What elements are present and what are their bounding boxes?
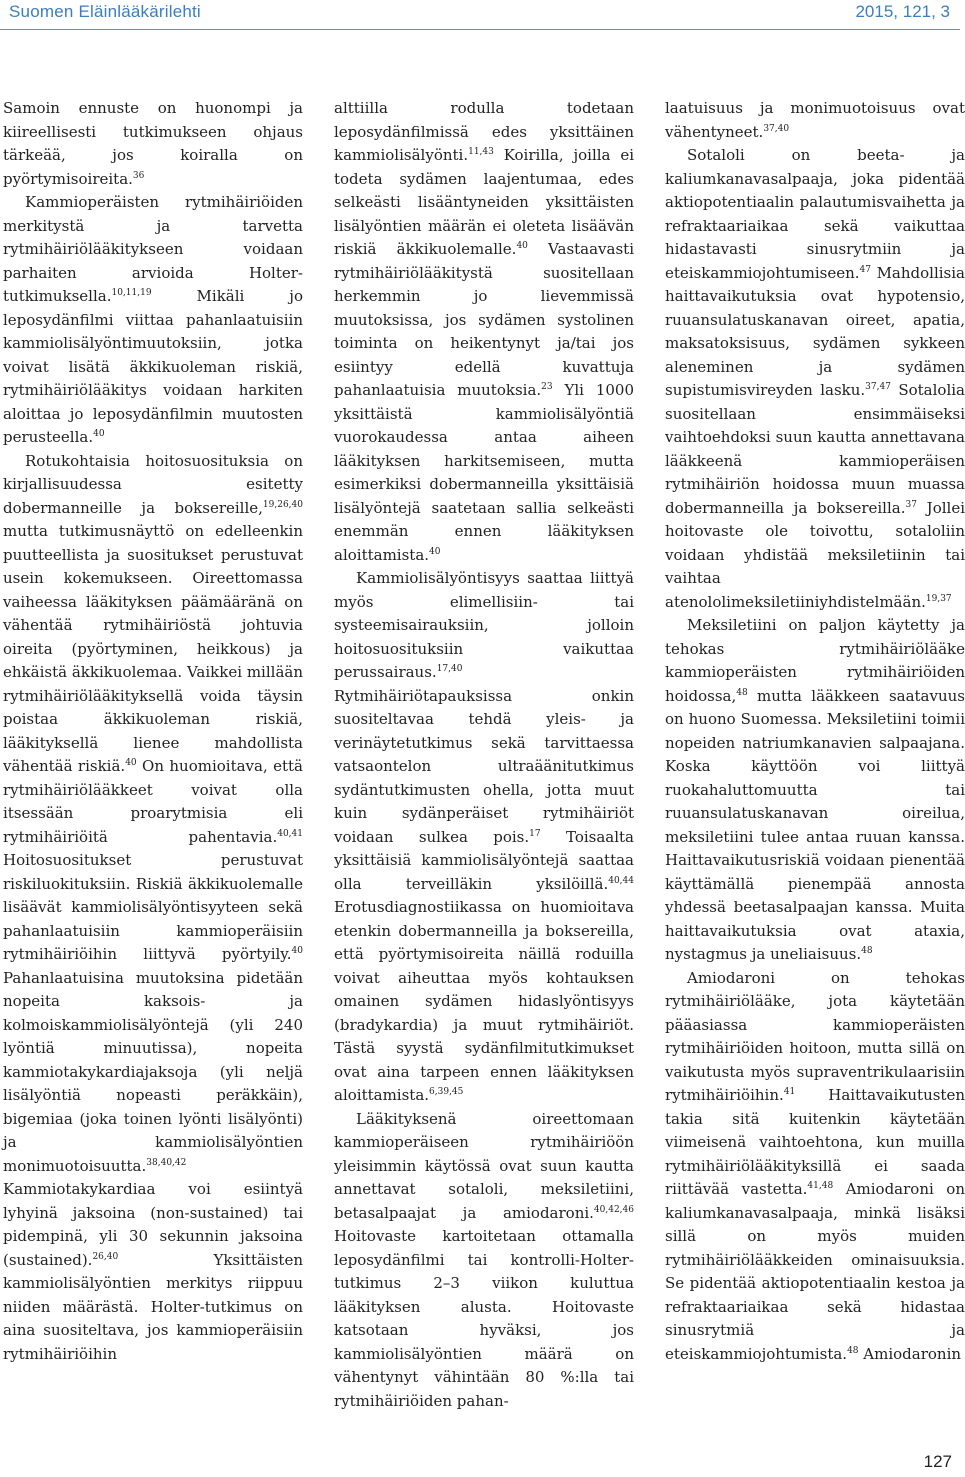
citation-ref: 10,11,19	[111, 288, 152, 298]
issue-info: 2015, 121, 3	[855, 2, 950, 21]
citation-ref: 19,37	[925, 593, 952, 604]
text-run: Hoitosuositukset perustuvat riskiluokituksiin. Riskiä äkkikuolemalle lisäävät kammiolisälyöntisyyteen sekä pahanlaatuisiin kammioperäisiin rytmihäiriöihin liittyvä pyörtyily.	[3, 851, 303, 963]
citation-ref: 40	[291, 946, 303, 956]
text-run: Kammioperäisten rytmihäiriöiden merkitystä ja tarvetta rytmihäiriölääkitykseen voidaan parhaiten arvioida Holter-tutkimuksella.	[3, 193, 303, 305]
citation-ref: 40	[429, 546, 441, 557]
journal-title: Suomen Eläinlääkärilehti	[9, 2, 201, 21]
page-header	[0, 0, 960, 28]
text-run: Kammiolisälyöntisyys saattaa liittyä myös elimellisiin- tai systeemisairauksiin, jolloin hoitosuosituksiin vaikuttaa perussairaus.	[334, 569, 634, 681]
citation-ref: 40	[125, 758, 137, 768]
page-number: 127	[923, 1452, 952, 1471]
text-run: laatuisuus ja monimuotoisuus ovat vähentyneet.	[665, 99, 965, 141]
text-run: Toisaalta yksittäisiä kammiolisälyöntejä saattaa olla terveilläkin yksilöillä.	[334, 827, 634, 893]
citation-ref: 17	[529, 828, 541, 839]
citation-ref: 48	[847, 1345, 859, 1356]
text-run: Sotaloli on beeta- ja kaliumkanavasalpaaja, joka pidentää aktiopotentiaalin palautumisvaihetta ja refraktaariaikaa sekä vaikuttaa hidastavasti sinusrytmiin ja eteiskammiojohtumiseen.	[665, 146, 965, 282]
paragraph	[334, 1108, 634, 1414]
paragraph	[665, 967, 965, 1367]
text-run: Hoitovaste kartoitetaan ottamalla leposydänfilmi tai kontrolli-Holter-tutkimus 2–3 viikon kuluttua lääkityksen alusta. Hoitovaste katsotaan hyväksi, jos kammiolisälyöntien määrä on vähentynyt vähintään 80 %:lla tai rytmihäiriöiden pahan-	[334, 1227, 634, 1410]
text-run: Erotusdiagnostiikassa on huomioitava etenkin dobermanneilla ja boksereilla, että pyörtymisoireita näillä roduilla voivat aiheuttaa myös kohtauksen omainen sydämen hidaslyöntisyys (bradykardia) ja muut rytmihäiriöt. Tästä syystä sydänfilmitutkimukset ovat aina tarpeen ennen lääkityksen aloittamista.	[334, 898, 634, 1104]
paragraph	[334, 567, 634, 1108]
citation-ref: 17,40	[436, 664, 463, 674]
text-run: Rotukohtaisia hoitosuosituksia on kirjallisuudessa esitetty dobermanneille ja boksereille,	[3, 451, 303, 517]
paragraph	[665, 97, 965, 144]
text-run: Lääkityksenä oireettomaan kammioperäiseen rytmihäiriöön yleisimmin käytössä ovat suun kautta annettavat sotaloli, meksiletiini, betasalpaajat ja amiodaroni.	[334, 1109, 634, 1222]
text-run: Mikäli jo leposydänfilmi viittaa pahanlaatuisiin kammiolisälyöntimuutoksiin, jotka voivat lisätä äkkikuoleman riskiä, rytmihäiriölääkitys voidaan harkiten aloittaa jo leposydänfilmin muutosten perusteella.	[3, 287, 303, 446]
text-run: Amiodaroni on kaliumkanavasalpaaja, minkä lisäksi sillä on myös muiden rytmihäiriölääkkeiden ominaisuuksia. Se pidentää aktiopotentiaalin kestoa ja refraktaariaikaa sekä hidastaa sinusrytmiä ja eteiskammiojohtumista.	[665, 1180, 965, 1363]
citation-ref: 6,39,45	[429, 1087, 464, 1097]
text-run: Amiodaronin	[858, 1344, 962, 1363]
citation-ref: 37,47	[865, 382, 891, 392]
paragraph	[3, 450, 303, 1367]
citation-ref: 40,42,46	[593, 1204, 634, 1215]
citation-ref: 41	[783, 1087, 796, 1097]
text-run: alttiilla rodulla todetaan leposydänfilmissä edes yksittäinen kammiolisälyönti.	[334, 99, 634, 164]
text-run: Pahanlaatuisina muutoksina pidetään nopeita kaksois- ja kolmoiskammiolisälyöntejä (yli 240 lyöntiä minuutissa), nopeita kammiotakykardiajaksoja (yli neljä lisälyöntiä nopeasti peräkkäin), bigemiaa (joka toinen lyönti lisälyönti) ja kammiolisälyöntien monimuotoisuutta.	[3, 968, 303, 1175]
text-run: Sotalolia suositellaan ensimmäiseksi vaihtoehdoksi suun kautta annettavana lääkkeenä kammioperäisen rytmihäiriön hoidossa muun muassa dobermanneilla ja boksereilla.	[665, 381, 965, 517]
paragraph	[665, 144, 965, 614]
text-column-3	[665, 97, 965, 1366]
text-run: Yksittäisten kammiolisälyöntien merkitys riippuu niiden määrästä. Holter-tutkimus on aina suositeltava, jos kammioperäisiin rytmihäiriöihin	[3, 1250, 303, 1363]
text-run: Koirilla, joilla ei todeta sydämen laajentumaa, edes selkeästi lisääntyneiden yksittäisten lisälyöntien määrän ei oleteta lisäävän riskiä äkkikuolemalle.	[334, 146, 634, 258]
text-run: Rytmihäiriötapauksissa onkin suositeltavaa tehdä yleis- ja verinäytetutkimus sekä tarvittaessa vatsaontelon ultraäänitutkimus sydäntutkimusten ohella, jotta muut kuin sydänperäiset rytmihäiriöt voidaan sulkea pois.	[334, 686, 634, 846]
citation-ref: 36	[132, 170, 145, 181]
citation-ref: 48	[736, 687, 748, 698]
citation-ref: 11,43	[468, 147, 494, 157]
citation-ref: 40	[516, 241, 528, 251]
citation-ref: 41,48	[807, 1181, 834, 1191]
citation-ref: 19,26,40	[262, 499, 303, 510]
text-run: mutta tutkimusnäyttö on edelleenkin puutteellista ja suositukset perustuvat usein kokemukseen. Oireettomassa vaiheessa lääkityksen päämääränä on vähentää rytmihäiriöstä johtuvia oireita (pyörtyminen, heikkous) ja ehkäistä äkkikuolemaa. Vaikkei millään rytmihäiriölääkityksellä voida täysin poistaa äkkikuoleman riskiä, lääkityksellä lienee mahdollista vähentää riskiä.	[3, 522, 303, 775]
text-run: On huomioitava, että rytmihäiriölääkkeet voivat olla itsessään proarytmisia eli rytmihäiriöitä pahentavia.	[3, 757, 303, 846]
paragraph	[334, 97, 634, 567]
paragraph	[3, 97, 303, 191]
citation-ref: 47	[859, 264, 871, 275]
text-column-2	[334, 97, 634, 1413]
citation-ref: 40,41	[277, 828, 303, 839]
citation-ref: 48	[861, 946, 873, 956]
citation-ref: 37,40	[763, 123, 790, 134]
text-run: Amiodaroni on tehokas rytmihäiriölääke, jota käytetään pääasiassa kammioperäisten rytmihäiriöiden hoitoon, mutta sillä on vaikutusta myös supraventrikulaarisiin rytmihäiriöihin.	[665, 968, 965, 1104]
text-run: Yli 1000 yksittäistä kammiolisälyöntiä vuorokaudessa antaa aiheen lääkityksen harkitsemiseen, mutta esimerkiksi dobermanneilla yksittäisiä lisälyöntejä saatetaan sallia selkeästi enemmän ennen lääkityksen aloittamista.	[334, 381, 634, 564]
text-run: Samoin ennuste on huonompi ja kiireellisesti tutkimukseen ohjaus tärkeää, jos koiralla on pyörtymisoireita.	[3, 99, 303, 188]
citation-ref: 26,40	[92, 1251, 119, 1262]
text-run: Vastaavasti rytmihäiriölääkitystä suositellaan herkemmin jo lievemmissä muutoksissa, jos sydämen systolinen toiminta on heikentynyt ja/tai jos esiintyy edellä kuvattuja pahanlaatuisia muutoksia.	[334, 240, 634, 399]
text-column-1	[3, 97, 303, 1366]
text-run: Jollei hoitovaste ole toivottu, sotaloliin voidaan yhdistää meksiletiinin tai vaihtaa atenololimeksiletiiniyhdistelmään.	[665, 498, 965, 611]
citation-ref: 38,40,42	[146, 1157, 187, 1168]
citation-ref: 40	[93, 429, 105, 439]
text-run: Kammiotakykardiaa voi esiintyä lyhyinä jaksoina (non-sustained) tai pidempinä, yli 30 sekunnin jaksoina (sustained).	[3, 1180, 303, 1269]
citation-ref: 37	[905, 499, 917, 510]
text-run: mutta lääkkeen saatavuus on huono Suomessa. Meksiletiini toimii nopeiden natriumkanavien salpaajana. Koska käyttöön voi liittyä ruokahaluttomuutta tai ruuansulatuskanavan oireilua, meksiletiini tulee antaa ruuan kanssa. Haittavaikutusriskiä voidaan pienentää käyttämällä pienempää annosta yhdessä beetasalpaajan kanssa. Muita haittavaikutuksia ovat ataxia, nystagmus ja uneliaisuus.	[665, 686, 965, 963]
paragraph	[665, 614, 965, 967]
header-rule	[0, 29, 960, 30]
text-run: Haittavaikutusten takia sitä kuitenkin käytetään viimeisenä vaihtoehtona, kun muilla rytmihäiriölääkityksillä ei saada riittävää vastetta.	[665, 1086, 965, 1198]
text-run: Meksiletiini on paljon käytetty ja tehokas rytmihäiriölääke kammioperäisten rytmihäiriöiden hoidossa,	[665, 616, 965, 705]
citation-ref: 23	[541, 382, 553, 392]
citation-ref: 40,44	[608, 875, 634, 886]
paragraph	[3, 191, 303, 450]
text-run: Mahdollisia haittavaikutuksia ovat hypotensio, ruuansulatuskanavan oireet, apatia, maksatoksisuus, sydämen sykkeen aleneminen ja sydämen supistumisvireyden lasku.	[665, 263, 965, 399]
